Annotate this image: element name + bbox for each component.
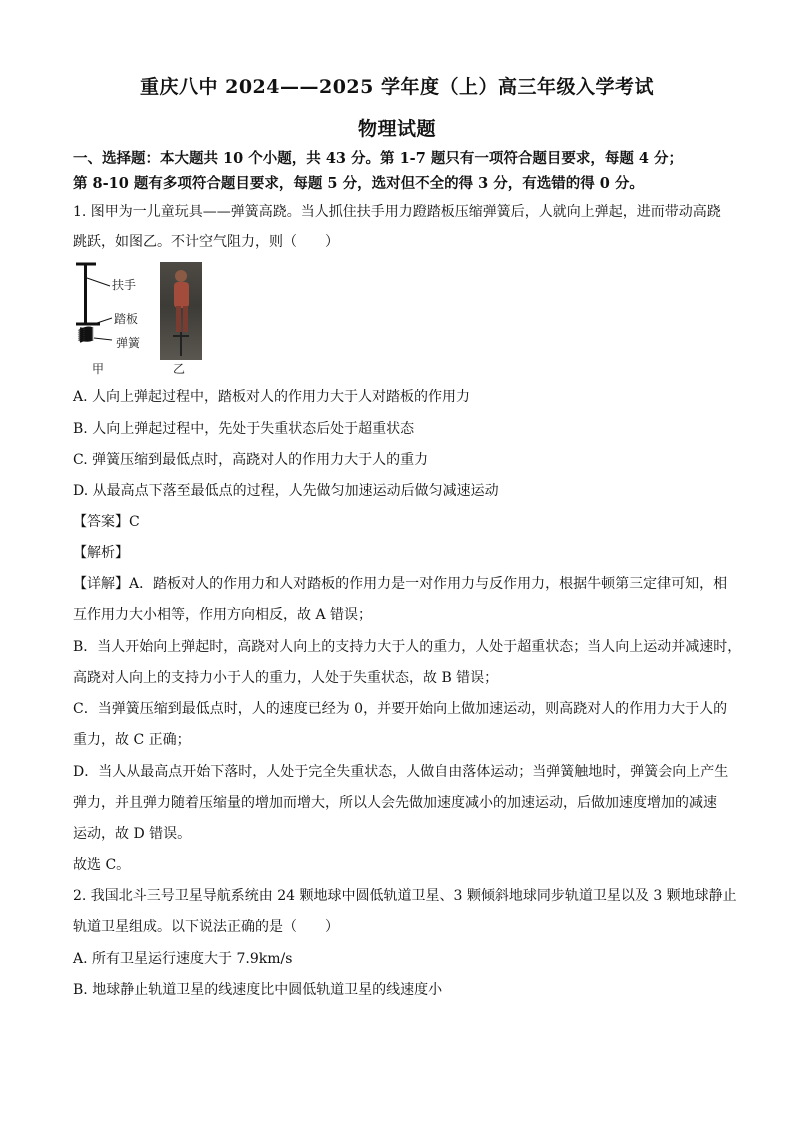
q1-detail-line-5: C．当弹簧压缩到最低点时，人的速度已经为 0，并要开始向上做加速运动，则高跷对人的作用力大于人的 [73, 701, 728, 717]
q2-option-b: B. 地球静止轨道卫星的线速度比中圆低轨道卫星的线速度小 [73, 982, 443, 998]
pogo-pole [84, 264, 87, 324]
q1-option-d: D. 从最高点下落至最低点的过程，人先做匀加速运动后做匀减速运动 [73, 483, 499, 499]
section-instructions-line-1: 一、选择题：本大题共 10 个小题，共 43 分。第 1-7 题只有一项符合题目要求，每题 4 分； [73, 150, 684, 167]
child-on-pogo-photo [160, 262, 202, 360]
q1-option-b: B. 人向上弹起过程中，先处于失重状态后处于超重状态 [73, 421, 415, 437]
exam-title: 重庆八中 2024——2025 学年度（上）高三年级入学考试 [140, 76, 654, 98]
caption-yi: 乙 [173, 362, 186, 376]
q1-option-a: A. 人向上弹起过程中，踏板对人的作用力大于人对踏板的作用力 [73, 389, 471, 405]
section-instructions-line-2: 第 8-10 题有多项符合题目要求，每题 5 分，选对但不全的得 3 分，有选错的得 0 分。 [73, 175, 644, 192]
q1-detail-line-2: 互作用力大小相等，作用方向相反，故 A 错误； [73, 607, 373, 623]
spring-coil [80, 327, 92, 342]
q1-detail-line-9: 运动，故 D 错误。 [73, 826, 192, 842]
q1-stem-line-2: 跳跃，如图乙。不计空气阻力，则（ ） [73, 234, 339, 250]
q1-detail-line-7: D．当人从最高点开始下落时，人处于完全失重状态，人做自由落体运动；当弹簧触地时，弹簧会向上产生 [73, 764, 729, 780]
label-pedal: 踏板 [114, 312, 139, 326]
label-spring: 弹簧 [116, 336, 141, 350]
spring-pointer [94, 338, 112, 340]
q1-analysis-label: 【解析】 [73, 545, 129, 561]
q1-stem-line-1: 1. 图甲为一儿童玩具——弹簧高跷。当人抓住扶手用力蹬踏板压缩弹簧后，人就向上弹起，进而带动高跷 [73, 204, 721, 220]
q2-option-a: A. 所有卫星运行速度大于 7.9km/s [73, 951, 293, 967]
q1-answer: 【答案】C [73, 514, 140, 530]
q1-detail-line-1: 【详解】A．踏板对人的作用力和人对踏板的作用力是一对作用力与反作用力，根据牛顿第三定律可知，相 [73, 576, 728, 592]
q1-detail-line-4: 高跷对人向上的支持力小于人的重力，人处于失重状态，故 B 错误； [73, 670, 499, 686]
q1-option-c: C. 弹簧压缩到最低点时，高跷对人的作用力大于人的重力 [73, 452, 429, 468]
label-handle: 扶手 [112, 278, 137, 292]
child-silhouette [160, 262, 202, 360]
q1-detail-line-3: B．当人开始向上弹起时，高跷对人向上的支持力大于人的重力，人处于超重状态；当人向上运动并减速时， [73, 639, 742, 655]
exam-subtitle: 物理试题 [357, 118, 436, 140]
q1-detail-line-6: 重力，故 C 正确； [73, 732, 191, 748]
pedal-pointer [94, 318, 112, 324]
q2-stem-line-1: 2. 我国北斗三号卫星导航系统由 24 颗地球中圆低轨道卫星、3 颗倾斜地球同步轨道卫星以及 3 颗地球静止 [73, 888, 737, 904]
handle-pointer [87, 278, 110, 286]
q1-conclusion: 故选 C。 [73, 857, 131, 873]
q1-detail-line-8: 弹力，并且弹力随着压缩量的增加而增大，所以人会先做加速度减小的加速运动，后做加速度增加的减速 [73, 795, 717, 811]
q2-stem-line-2: 轨道卫星组成。以下说法正确的是（ ） [73, 919, 339, 935]
caption-jia: 甲 [92, 362, 105, 376]
